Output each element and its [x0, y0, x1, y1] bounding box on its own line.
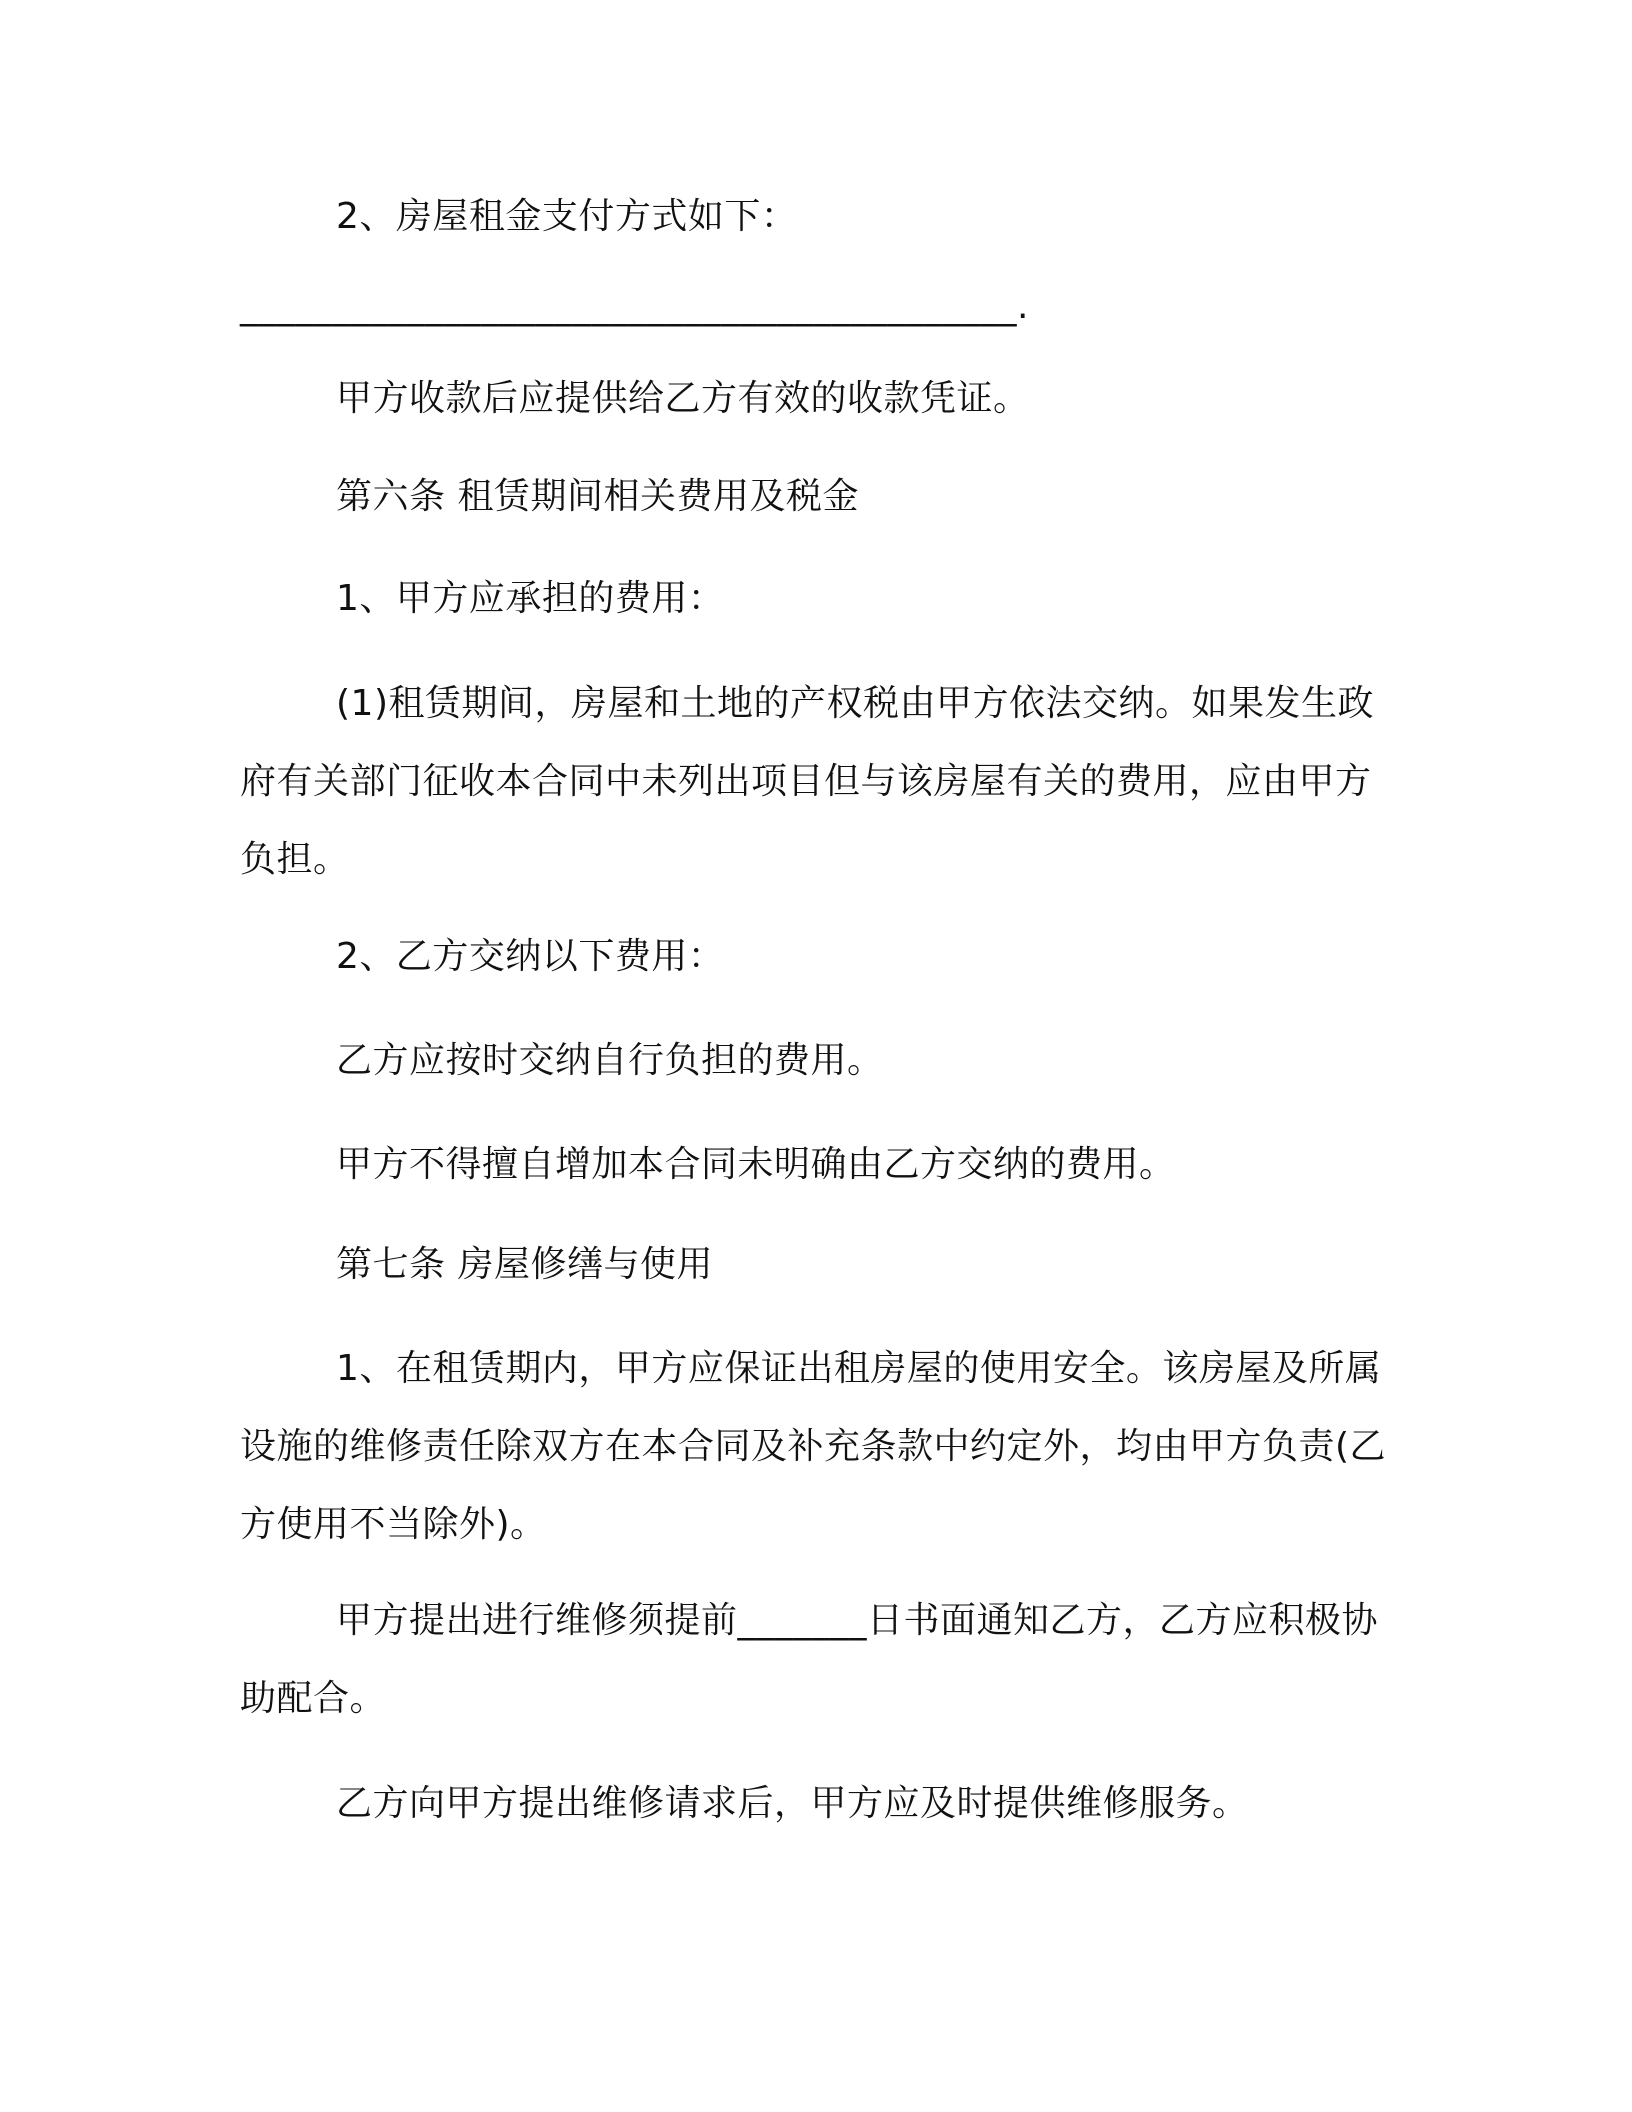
paragraph-pay-on-time: 乙方应按时交纳自行负担的费用。: [336, 1040, 884, 1081]
paragraph-no-extra-fees: 甲方不得擅自增加本合同未明确由乙方交纳的费用。: [336, 1144, 1176, 1185]
document-body: [240, 0, 1390, 1824]
paragraph-party-b-fees: 2、乙方交纳以下费用：: [336, 936, 725, 977]
heading-article-6: 第六条 租赁期间相关费用及税金: [336, 476, 859, 517]
paragraph-maintenance-responsibility: 1、在租赁期内，甲方应保证出租房屋的使用安全。该房屋及所属设施的维修责任除双方在本合同及补充条款中约定外，均由甲方负责(乙方使用不当除外)。: [240, 1348, 1387, 1545]
paragraph-party-a-fees: 1、甲方应承担的费用：: [336, 578, 725, 619]
paragraph-repair-request: 乙方向甲方提出维修请求后，甲方应及时提供维修服务。: [336, 1783, 1249, 1824]
paragraph-receipt: 甲方收款后应提供给乙方有效的收款凭证。: [336, 378, 1030, 419]
paragraph-property-tax: (1)租赁期间，房屋和土地的产权税由甲方依法交纳。如果发生政府有关部门征收本合同中未列出项目但与该房屋有关的费用，应由甲方负担。: [240, 683, 1374, 880]
paragraph-maintenance-notice: 甲方提出进行维修须提前_______日书面通知乙方，乙方应积极协助配合。: [240, 1600, 1379, 1719]
heading-article-7: 第七条 房屋修缮与使用: [336, 1244, 713, 1285]
paragraph-blank-line: __________________________________________.: [240, 286, 1029, 327]
paragraph-rent-payment-method: 2、房屋租金支付方式如下：: [336, 196, 798, 237]
